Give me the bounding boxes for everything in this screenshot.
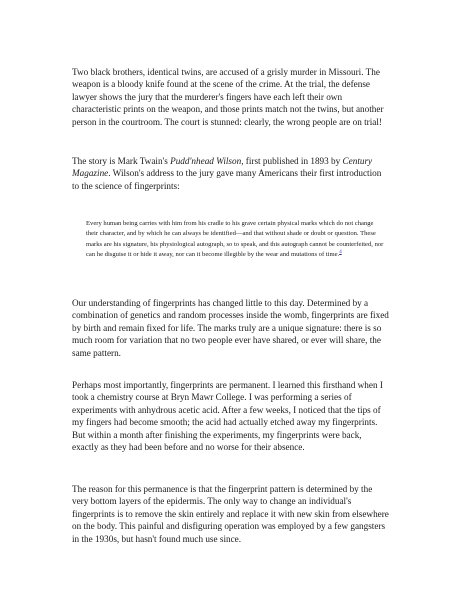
magazine-title: Century Magazine [72, 156, 373, 179]
paragraph-twain-story [72, 155, 390, 192]
p2-before: The story is Mark Twain's [72, 156, 171, 166]
book-title: Pudd'nhead Wilson, [170, 156, 244, 166]
p2-middle: first published in 1893 by [243, 156, 343, 166]
paragraph-permanence: Perhaps most importantly, fingerprints are permanent. I learned this firsthand when I took a chemistry course at Bryn Mawr College. I was performing a series of experiments with anhydrous acetic acid. After a few weeks, I noticed that the tips of my fingers had become smooth; the acid had actually etched away my fingerprints. But within a month after finishing the experiments, my fingerprints were back, exactly as they had been before and no worse for their absence. [72, 380, 383, 453]
paragraph-epidermis: The reason for this permanence is that the fingerprint pattern is determined by the very bottom layers of the epidermis. The only way to change an individual's fingerprints is to remove the skin entirely and replace it with new skin from elsewhere on the body. This painful and disfiguring operation was employed by a few gangsters in the 1930s, but hasn't found much use since. [72, 484, 389, 544]
p2-after: . Wilson's address to the jury gave many Americans their first introduction to the science of fingerprints: [72, 168, 382, 191]
paragraph-twins-trial: Two black brothers, identical twins, are accused of a grisly murder in Missouri. The weapon is a bloody knife found at the scene of the crime. At the trial, the defense lawyer shows the jury that the murderer's fingers have each left their own characteristic prints on the weapon, and those prints match not the twins, but another person in the courtroom. The court is stunned: clearly, the wrong people are on trial! [72, 67, 384, 127]
quote-text: Every human being carries with him from his cradle to his grave certain physical marks which do not change their character, and by which he can always be identified—and that without shade or doubt or question. These marks are his signature, his physiological autograph, so to speak, and this autograph cannot be counterfeited, nor can he disguise it or hide it away, nor can it become illegible by the wear and mutations of time. [86, 220, 384, 258]
footnote-link[interactable]: 4 [339, 249, 342, 255]
block-quote [86, 219, 386, 260]
paragraph-understanding: Our understanding of fingerprints has changed little to this day. Determined by a combination of genetics and random processes inside the womb, fingerprints are fixed by birth and remain fixed for life. The marks truly are a unique signature: there is so much room for variation that no two people ever have shared, or ever will share, the same pattern. [72, 298, 389, 358]
